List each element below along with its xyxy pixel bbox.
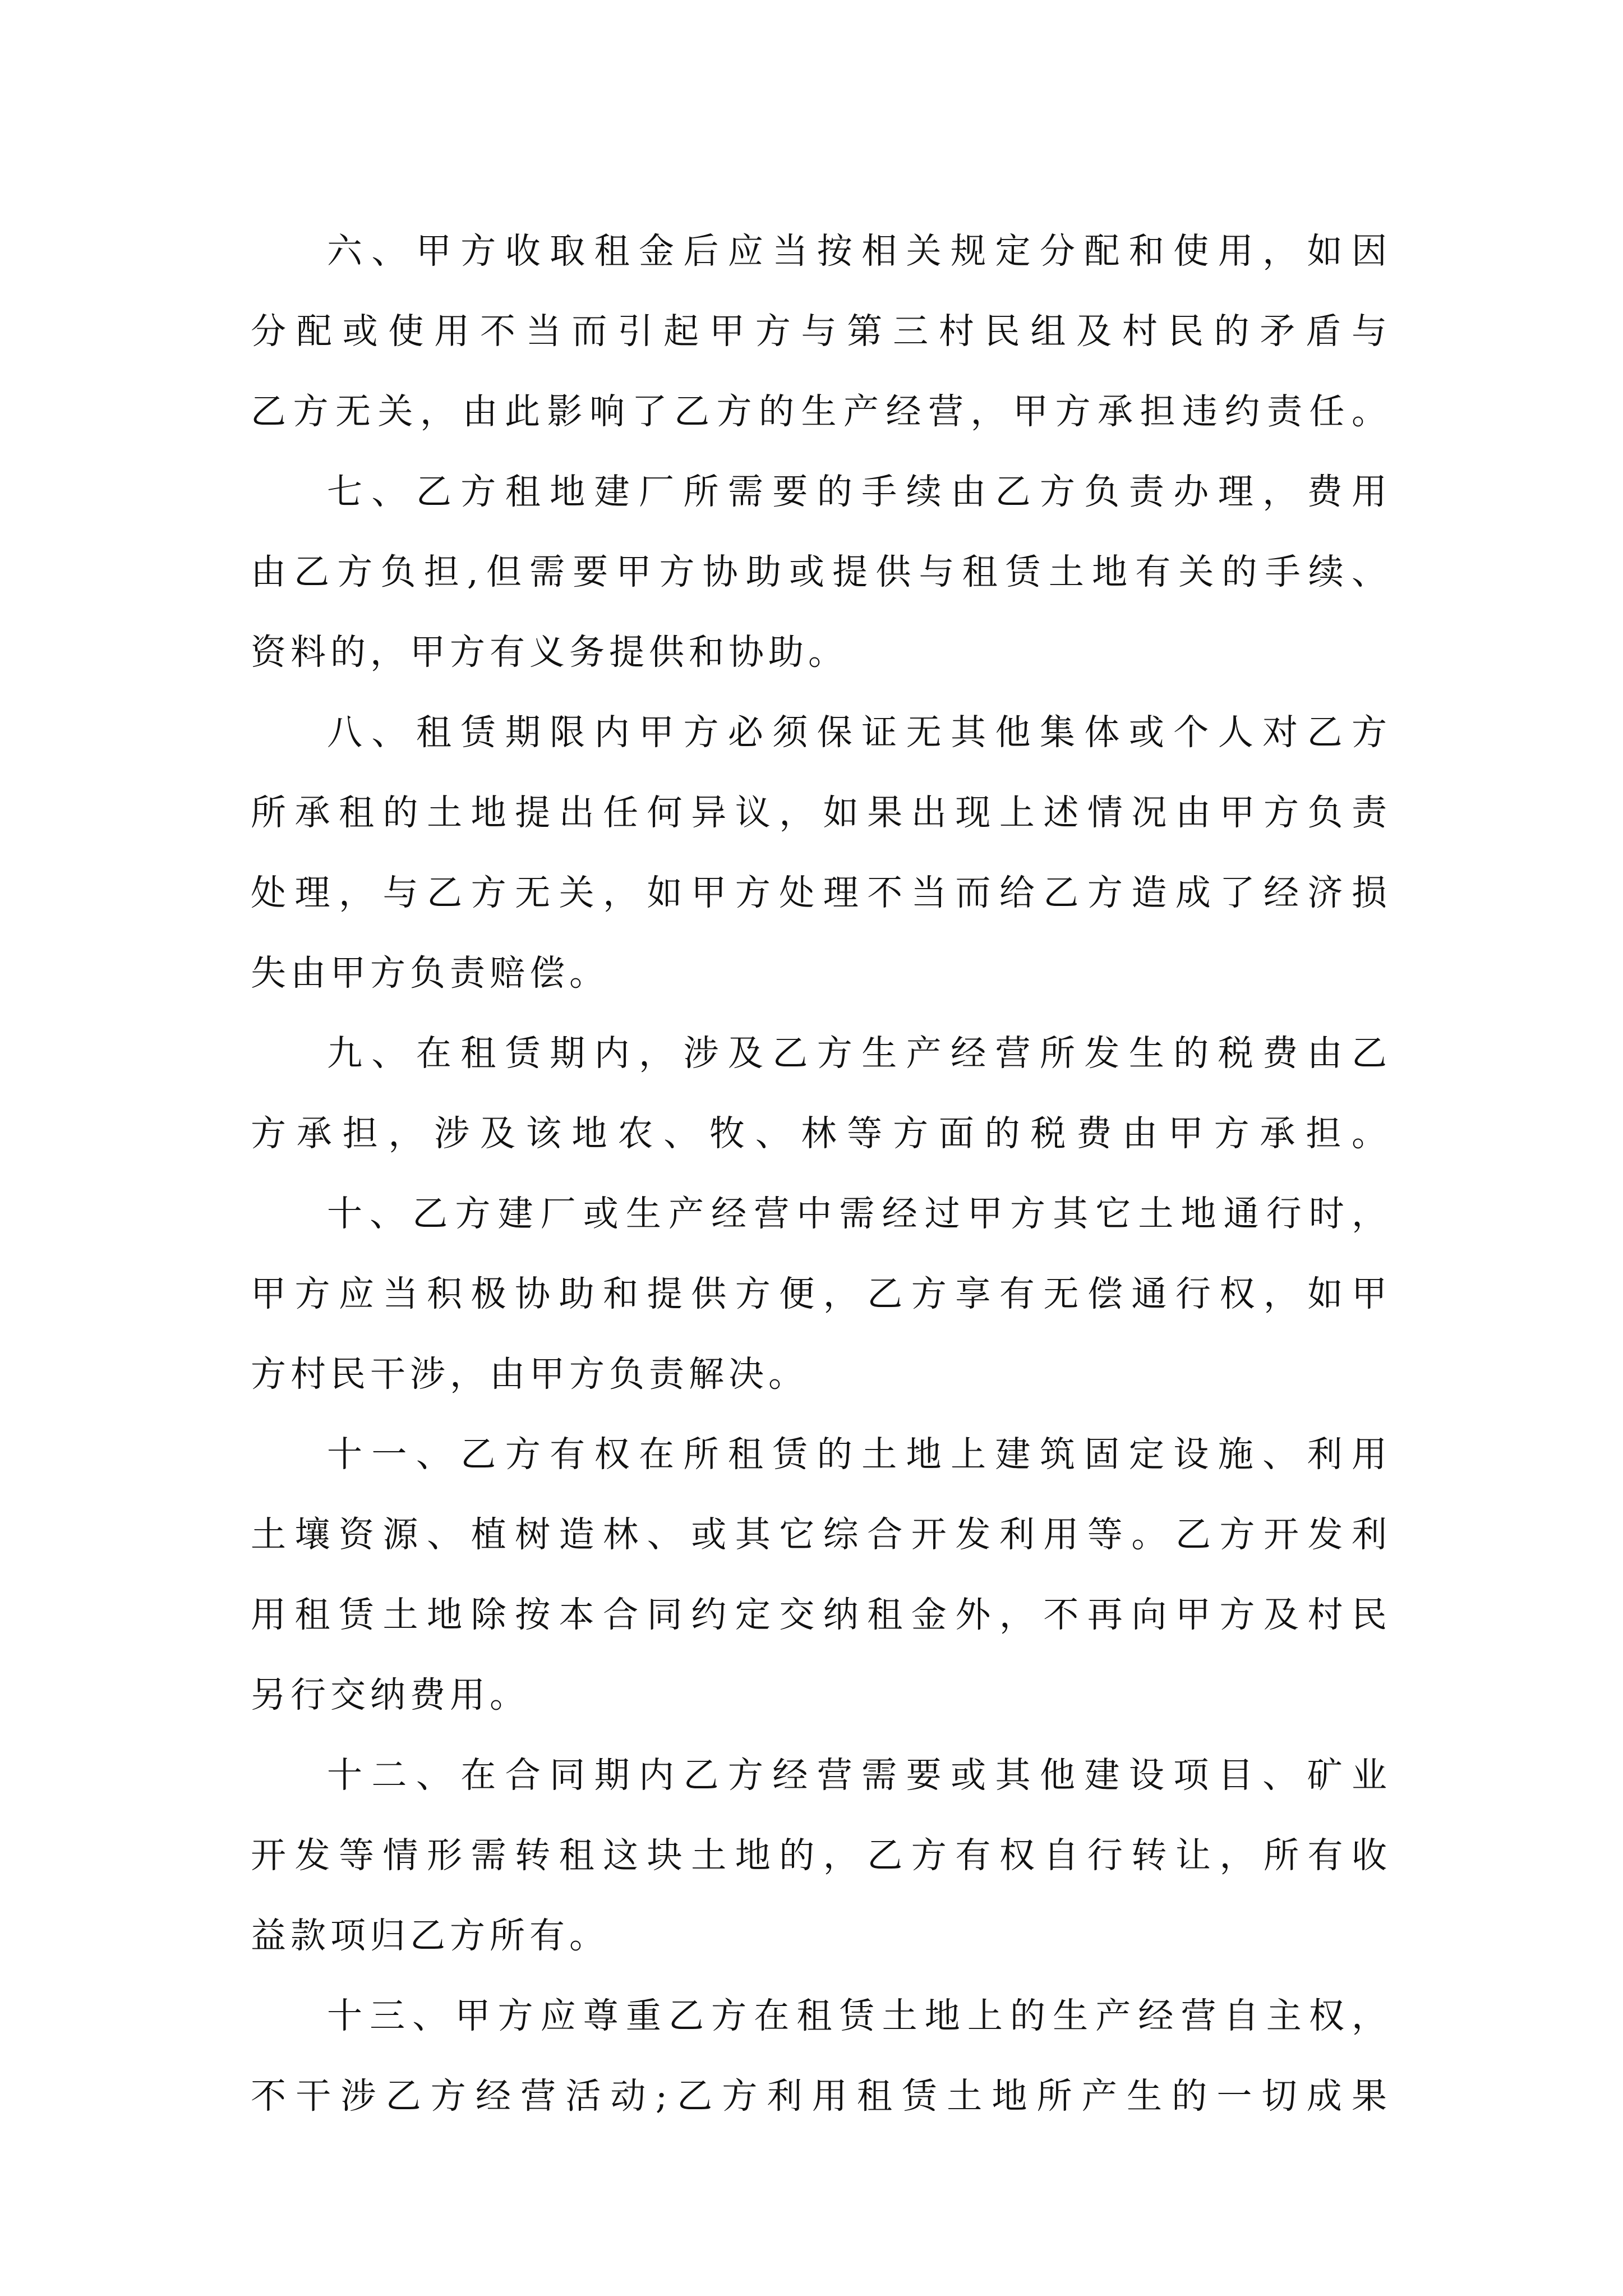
paragraph-7-line-1: 七、乙方租地建厂所需要的手续由乙方负责办理，费用	[327, 471, 1387, 512]
paragraph-12-line-1: 十二、在合同期内乙方经营需要或其他建设项目、矿业	[327, 1755, 1387, 1796]
paragraph-8-line-1: 八、租赁期限内甲方必须保证无其他集体或个人对乙方	[327, 712, 1387, 753]
paragraph-12-line-2: 开发等情形需转租这块土地的，乙方有权自行转让，所有收	[251, 1835, 1387, 1876]
paragraph-9-line-1: 九、在租赁期内，涉及乙方生产经营所发生的税费由乙	[327, 1033, 1387, 1074]
paragraph-13-line-1: 十三、甲方应尊重乙方在租赁土地上的生产经营自主权，	[327, 1995, 1387, 2036]
paragraph-10-line-1: 十、乙方建厂或生产经营中需经过甲方其它土地通行时，	[327, 1193, 1387, 1234]
paragraph-11-line-1: 十一、乙方有权在所租赁的土地上建筑固定设施、利用	[327, 1434, 1387, 1475]
paragraph-8-line-3: 处理，与乙方无关，如甲方处理不当而给乙方造成了经济损	[251, 872, 1387, 913]
paragraph-12-line-3: 益款项归乙方所有。	[251, 1915, 609, 1956]
paragraph-6-line-1: 六、甲方收取租金后应当按相关规定分配和使用，如因	[327, 231, 1387, 272]
paragraph-11-line-2: 土壤资源、植树造林、或其它综合开发利用等。乙方开发利	[251, 1514, 1387, 1555]
paragraph-11-line-4: 另行交纳费用。	[251, 1674, 529, 1715]
paragraph-7-line-2: 由乙方负担,但需要甲方协助或提供与租赁土地有关的手续、	[251, 551, 1387, 592]
paragraph-10-line-2: 甲方应当积极协助和提供方便，乙方享有无偿通行权，如甲	[251, 1273, 1387, 1314]
paragraph-6-line-2: 分配或使用不当而引起甲方与第三村民组及村民的矛盾与	[251, 311, 1387, 352]
paragraph-8-line-4: 失由甲方负责赔偿。	[251, 953, 609, 993]
paragraph-8-line-2: 所承租的土地提出任何异议，如果出现上述情况由甲方负责	[251, 792, 1387, 833]
paragraph-11-line-3: 用租赁土地除按本合同约定交纳租金外，不再向甲方及村民	[251, 1594, 1387, 1635]
paragraph-6-line-3: 乙方无关，由此影响了乙方的生产经营，甲方承担违约责任。	[251, 391, 1387, 432]
document-body	[251, 211, 1387, 2136]
paragraph-10-line-3: 方村民干涉，由甲方负责解决。	[251, 1354, 808, 1395]
paragraph-7-line-3: 资料的，甲方有义务提供和协助。	[251, 632, 848, 673]
paragraph-9-line-2: 方承担，涉及该地农、牧、林等方面的税费由甲方承担。	[251, 1113, 1387, 1154]
paragraph-13-line-2: 不干涉乙方经营活动;乙方利用租赁土地所产生的一切成果	[251, 2076, 1387, 2116]
